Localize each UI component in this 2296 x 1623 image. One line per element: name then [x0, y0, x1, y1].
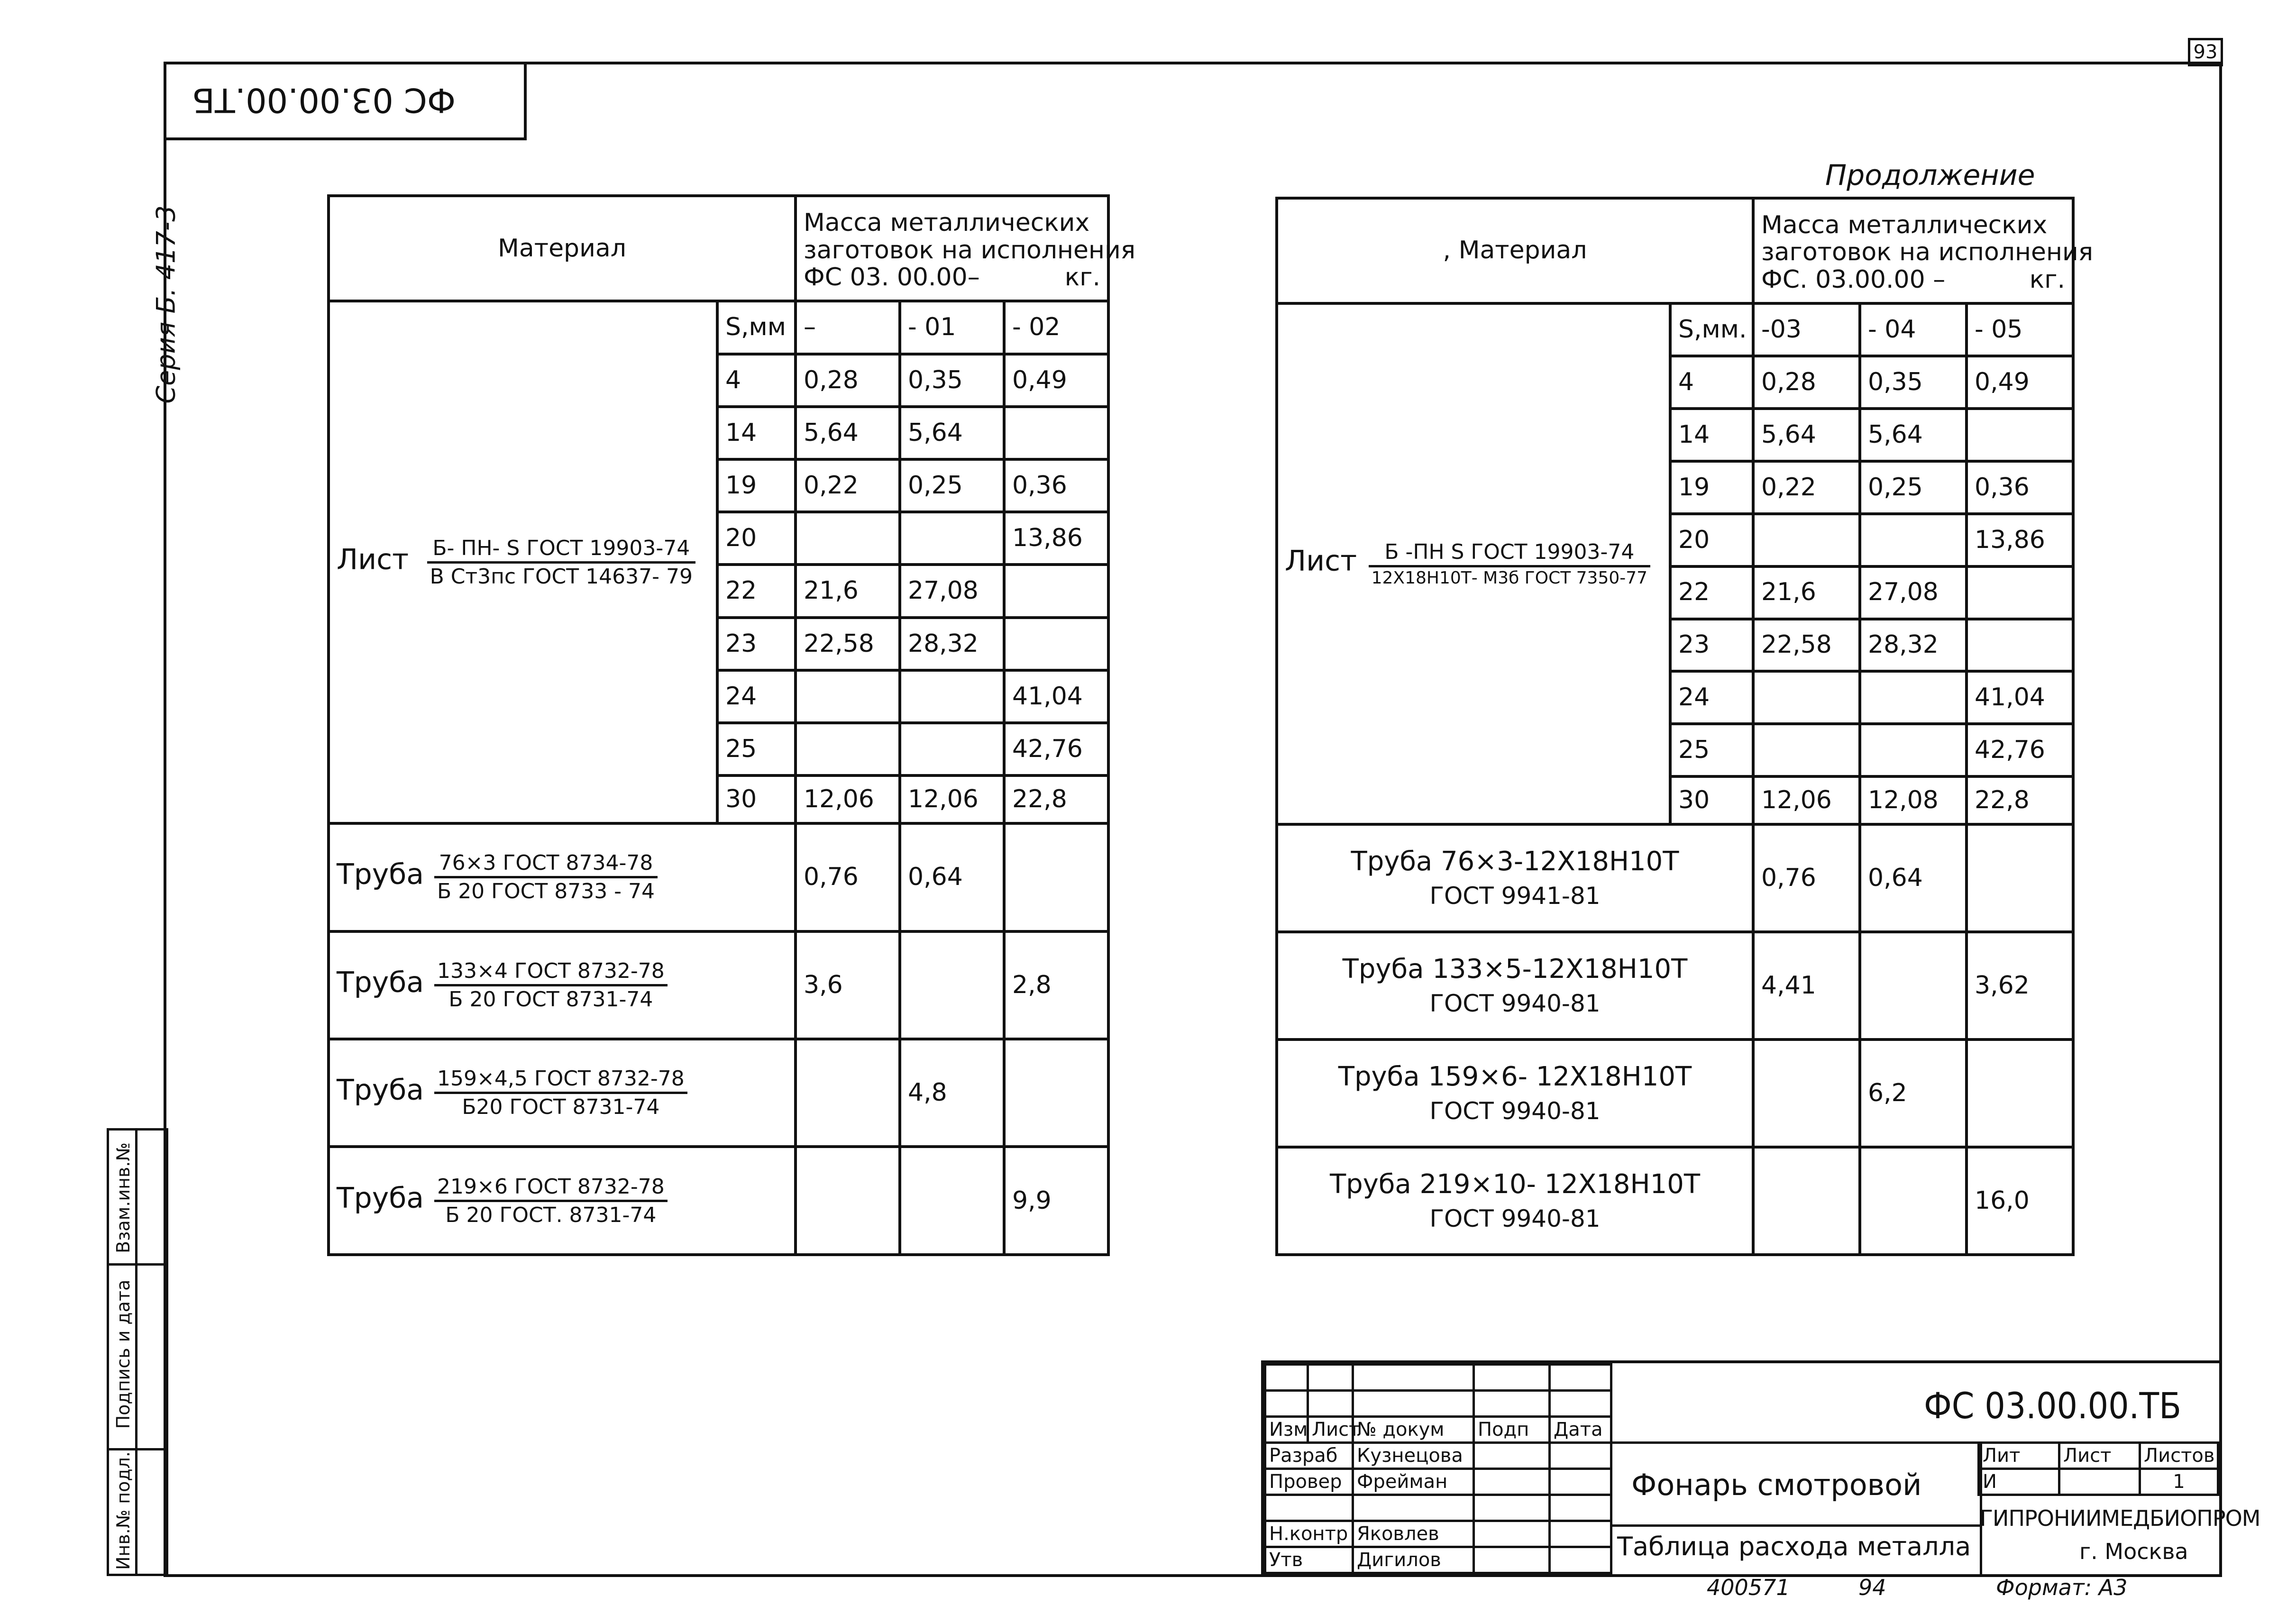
mass-cell [1753, 724, 1860, 776]
mass-cell: 0,64 [900, 823, 1004, 931]
mass-header-line: заготовок на исполнения [804, 236, 1136, 264]
side-stamp-label: Инв.№ подл. [113, 1451, 134, 1570]
mass-cell: 0,28 [796, 354, 900, 407]
pipe-cell [329, 823, 796, 931]
mass-cell: 3,62 [1967, 932, 2073, 1039]
mass-cell: 27,08 [900, 565, 1004, 617]
s-value: 30 [1670, 776, 1753, 824]
material-header: Материал [329, 196, 796, 301]
s-value: 19 [717, 459, 796, 512]
pipe-cell [329, 1147, 796, 1255]
mass-cell [1753, 1039, 1860, 1147]
mass-header-line: заготовок на исполнения [1761, 238, 2094, 267]
pipe-spec-line2: ГОСТ 9941-81 [1429, 882, 1601, 910]
mass-cell: 4,8 [900, 1039, 1004, 1147]
product-cell [1610, 1441, 1982, 1574]
sheet-spec [427, 535, 695, 590]
s-value: 14 [1670, 409, 1753, 461]
mass-cell [1860, 1147, 1967, 1255]
mass-cell: 22,58 [796, 618, 900, 670]
series-label: Серия Б. 417-3 [151, 205, 181, 404]
mass-cell: 0,76 [796, 823, 900, 931]
variant-header: - 01 [900, 301, 1004, 354]
mass-cell: 5,64 [796, 407, 900, 459]
sheet-spec [1369, 539, 1650, 589]
mass-cell [1753, 671, 1860, 724]
mass-cell: 5,64 [1753, 409, 1860, 461]
material-header: , Материал [1277, 198, 1753, 303]
pipe-spec-top: 76×3 ГОСТ 8734-78 [434, 850, 658, 878]
role-label: Утв [1265, 1547, 1353, 1573]
mass-cell: 3,6 [796, 931, 900, 1039]
side-stamp-label: Взам.инв.№ [113, 1142, 134, 1253]
pipe-cell [329, 931, 796, 1039]
pipe-cell [1277, 1039, 1753, 1147]
mass-cell [796, 670, 900, 723]
mass-cell [1967, 1039, 2073, 1147]
mass-cell [1860, 514, 1967, 566]
mass-cell: 0,22 [1753, 461, 1860, 514]
variant-header: -03 [1753, 303, 1860, 356]
s-value: 22 [1670, 566, 1753, 619]
mass-cell [900, 931, 1004, 1039]
mass-cell [900, 1147, 1004, 1255]
sheet-spec-bottom: 12Х18Н10Т- М3б ГОСТ 7350-77 [1371, 568, 1648, 588]
mass-cell [900, 512, 1004, 565]
s-value: 19 [1670, 461, 1753, 514]
pipe-spec-line1: Труба 76×3-12Х18Н10Т [1351, 846, 1679, 877]
mass-cell [1004, 823, 1108, 931]
mass-cell [796, 512, 900, 565]
mass-cell: 27,08 [1860, 566, 1967, 619]
s-value: 23 [1670, 619, 1753, 672]
s-value: 24 [717, 670, 796, 723]
doc-code-cell [1610, 1363, 2219, 1444]
mass-cell [1004, 565, 1108, 617]
variant-header: - 05 [1967, 303, 2073, 356]
continuation-label: Продолжение [1825, 159, 2035, 192]
mass-cell: 22,58 [1753, 619, 1860, 672]
mass-cell: 41,04 [1004, 670, 1108, 723]
mass-cell [1004, 407, 1108, 459]
lit-header: Лит [1979, 1443, 2059, 1469]
s-value: 4 [1670, 356, 1753, 409]
mass-cell: 4,41 [1753, 932, 1860, 1039]
mass-cell [1967, 566, 2073, 619]
mass-cell [900, 723, 1004, 775]
variant-header: - 02 [1004, 301, 1108, 354]
mass-header-line: Масса металлических [804, 209, 1090, 237]
pipe-spec-line2: ГОСТ 9940-81 [1429, 1097, 1601, 1125]
table-row [329, 1039, 1108, 1147]
mass-cell: 0,49 [1967, 356, 2073, 409]
pipe-spec-line1: Труба 159×6- 12Х18Н10Т [1338, 1061, 1692, 1093]
mass-cell [1004, 1039, 1108, 1147]
pipe-cell [1277, 824, 1753, 932]
mass-cell: 42,76 [1004, 723, 1108, 775]
variant-header: – [796, 301, 900, 354]
mass-cell: 9,9 [1004, 1147, 1108, 1255]
mass-cell [796, 723, 900, 775]
mass-cell: 0,35 [900, 354, 1004, 407]
table-row [1277, 1147, 2073, 1255]
mass-cell [1860, 932, 1967, 1039]
col-header: Подп [1474, 1417, 1550, 1443]
doc-code-rotated: ФС 03.00.00.ТБ [192, 81, 456, 119]
mass-cell: 0,28 [1753, 356, 1860, 409]
title-block [1261, 1360, 2260, 1574]
lit-header: Листов [2140, 1443, 2218, 1469]
pipe-cell [329, 1039, 796, 1147]
sheet-spec-top: Б- ПН- S ГОСТ 19903-74 [427, 535, 695, 564]
pipe-spec-line1: Труба 219×10- 12Х18Н10Т [1329, 1169, 1701, 1200]
pipe-spec-line1: Труба 133×5-12Х18Н10Т [1342, 954, 1688, 985]
mass-cell: 0,36 [1004, 459, 1108, 512]
pipe-cell [1277, 1147, 1753, 1255]
mass-header [1753, 198, 2094, 303]
col-header: Лист [1308, 1417, 1353, 1443]
pipe-cell [1277, 932, 1753, 1039]
col-header: Изм [1265, 1417, 1308, 1443]
sheet-label: Лист [337, 543, 409, 576]
pipe-label: Труба [337, 857, 424, 891]
role-label: Провер [1265, 1469, 1353, 1495]
mass-cell: 5,64 [1860, 409, 1967, 461]
person-name: Фрейман [1353, 1469, 1474, 1495]
pipe-spec-bottom: Б 20 ГОСТ 8733 - 74 [437, 879, 655, 904]
mass-cell [1753, 1147, 1860, 1255]
mass-cell [796, 1039, 900, 1147]
mass-cell [1967, 824, 2073, 932]
table-row [329, 823, 1108, 931]
mass-cell [796, 1147, 900, 1255]
lit-header: Лист [2059, 1443, 2140, 1469]
sheet-spec-bottom: В Ст3пс ГОСТ 14637- 79 [430, 564, 693, 589]
mass-cell: 0,36 [1967, 461, 2073, 514]
copy-number: 94 [1858, 1575, 1886, 1600]
mass-cell: 0,76 [1753, 824, 1860, 932]
mass-cell [1860, 671, 1967, 724]
person-name: Кузнецова [1353, 1443, 1474, 1469]
code-box [164, 62, 527, 140]
lit-value: И [1979, 1469, 2059, 1495]
right-metal-table [1275, 197, 2094, 1256]
s-value: 23 [717, 618, 796, 670]
role-label: Н.контр [1265, 1521, 1353, 1547]
mass-cell [900, 670, 1004, 723]
mass-cell: 2,8 [1004, 931, 1108, 1039]
mass-cell [1753, 514, 1860, 566]
table-row [329, 931, 1108, 1039]
table-name: Таблица расхода металла [1617, 1532, 1971, 1561]
person-name: Дигилов [1353, 1547, 1474, 1573]
mass-header-line: ФС. 03.00.00 – [1761, 265, 1946, 294]
pipe-spec-bottom: Б 20 ГОСТ. 8731-74 [445, 1203, 657, 1227]
mass-cell: 21,6 [1753, 566, 1860, 619]
sheet-material-cell [329, 301, 717, 823]
table-row [1277, 932, 2073, 1039]
mass-cell: 28,32 [1860, 619, 1967, 672]
pipe-spec-top: 133×4 ГОСТ 8732-78 [434, 958, 668, 986]
sheet-label: Лист [1285, 544, 1357, 578]
variant-header: - 04 [1860, 303, 1967, 356]
format-label: Формат: А3 [1996, 1575, 2128, 1600]
pipe-spec-top: 219×6 ГОСТ 8732-78 [434, 1174, 668, 1202]
s-header: S,мм [717, 301, 796, 354]
table-row [1277, 1039, 2073, 1147]
mass-cell [1967, 409, 2073, 461]
pipe-spec-bottom: Б20 ГОСТ 8731-74 [462, 1095, 660, 1120]
side-stamp-label: Подпись и дата [113, 1279, 134, 1429]
mass-cell: 42,76 [1967, 724, 2073, 776]
s-value: 22 [717, 565, 796, 617]
col-header: № докум [1353, 1417, 1474, 1443]
lit-grid [1977, 1441, 2219, 1496]
mass-cell: 22,8 [1967, 776, 2073, 824]
pipe-spec-line2: ГОСТ 9940-81 [1429, 989, 1601, 1017]
mass-header [796, 196, 1136, 301]
mass-cell: 12,06 [900, 775, 1004, 823]
mass-cell: 0,25 [900, 459, 1004, 512]
mass-header-line: Масса металлических [1761, 211, 2048, 240]
s-value: 25 [1670, 724, 1753, 776]
s-value: 20 [717, 512, 796, 565]
lit-value: 1 [2140, 1469, 2218, 1495]
mass-cell [1004, 618, 1108, 670]
side-stamp [107, 1128, 168, 1576]
mass-cell: 41,04 [1967, 671, 2073, 724]
mass-cell: 12,08 [1860, 776, 1967, 824]
mass-cell: 21,6 [796, 565, 900, 617]
mass-cell: 28,32 [900, 618, 1004, 670]
city: г. Москва [2079, 1539, 2188, 1564]
mass-cell: 22,8 [1004, 775, 1108, 823]
mass-cell: 12,06 [1753, 776, 1860, 824]
col-header: Дата [1550, 1417, 1611, 1443]
pipe-label: Труба [337, 1073, 424, 1107]
mass-cell: 0,35 [1860, 356, 1967, 409]
mass-cell: 12,06 [796, 775, 900, 823]
table-row [1277, 824, 2073, 932]
mass-cell: 0,49 [1004, 354, 1108, 407]
s-value: 30 [717, 775, 796, 823]
mass-cell: 13,86 [1004, 512, 1108, 565]
doc-code: ФС 03.00.00.ТБ [1923, 1385, 2181, 1427]
left-metal-table [327, 194, 1136, 1256]
sheet-material-cell [1277, 303, 1670, 824]
organization: ГИПРОНИИМЕДБИОПРОМ [1980, 1505, 2260, 1531]
mass-cell: 13,86 [1967, 514, 2073, 566]
inventory-number: 400571 [1707, 1575, 1790, 1600]
pipe-label: Труба [337, 1181, 424, 1215]
lit-value [2059, 1469, 2140, 1495]
s-value: 25 [717, 723, 796, 775]
pipe-spec-top: 159×4,5 ГОСТ 8732-78 [434, 1066, 687, 1094]
mass-unit: кг. [1064, 263, 1101, 292]
pipe-spec-line2: ГОСТ 9940-81 [1429, 1204, 1601, 1232]
page-number-box [2188, 38, 2223, 66]
pipe-spec-bottom: Б 20 ГОСТ 8731-74 [448, 987, 653, 1012]
mass-cell: 0,22 [796, 459, 900, 512]
mass-header-line: ФС 03. 00.00– [804, 263, 980, 292]
table-row [329, 1147, 1108, 1255]
signature-grid [1264, 1363, 1612, 1574]
mass-cell: 5,64 [900, 407, 1004, 459]
mass-cell: 0,25 [1860, 461, 1967, 514]
s-value: 20 [1670, 514, 1753, 566]
pipe-label: Труба [337, 966, 424, 999]
role-label: Разраб [1265, 1443, 1353, 1469]
product-name: Фонарь смотровой [1631, 1468, 1922, 1502]
sheet-spec-top: Б -ПН S ГОСТ 19903-74 [1369, 539, 1650, 567]
mass-cell [1967, 619, 2073, 672]
mass-cell: 16,0 [1967, 1147, 2073, 1255]
mass-unit: кг. [2029, 265, 2066, 294]
s-value: 4 [717, 354, 796, 407]
s-header: S,мм. [1670, 303, 1753, 356]
s-value: 24 [1670, 671, 1753, 724]
person-name: Яковлев [1353, 1521, 1474, 1547]
page-number: 93 [2193, 41, 2218, 63]
s-value: 14 [717, 407, 796, 459]
mass-cell [1860, 724, 1967, 776]
mass-cell: 0,64 [1860, 824, 1967, 932]
mass-cell: 6,2 [1860, 1039, 1967, 1147]
